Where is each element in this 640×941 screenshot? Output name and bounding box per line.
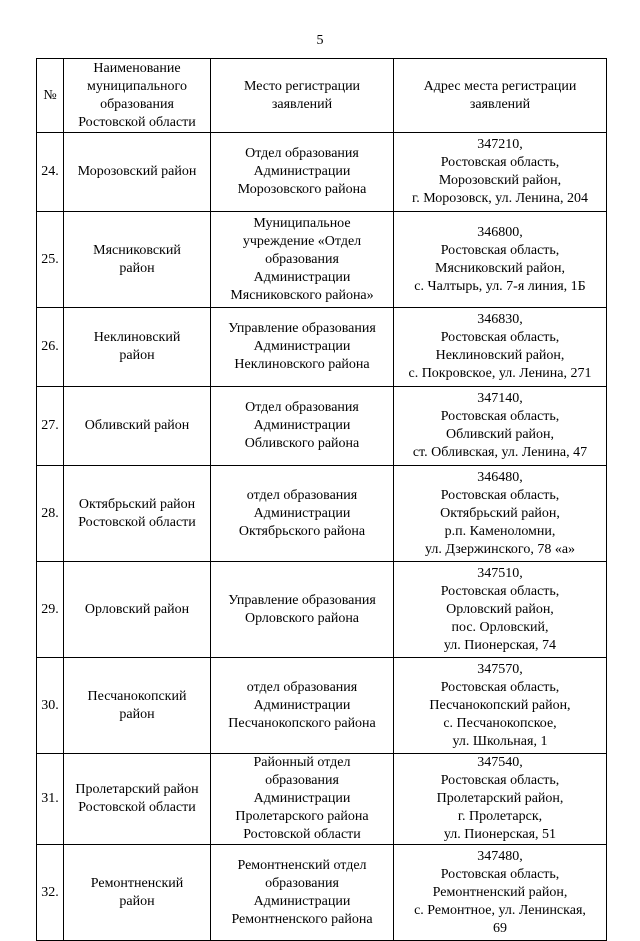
- cell-text-line: Морозовский район: [77, 164, 197, 179]
- cell-text-line: с. Покровское, ул. Ленина, 271: [408, 366, 592, 381]
- municipality-cell: [64, 562, 211, 658]
- cell-text-line: 347570,: [477, 661, 523, 677]
- cell-text-line: учреждение «Отдел: [242, 233, 362, 249]
- cell-text-line: Ростовская область,: [440, 773, 560, 788]
- cell-text-line: с. Чалтырь, ул. 7-я линия, 1Б: [414, 278, 586, 294]
- cell-text-line: Октябрьский район: [78, 496, 196, 512]
- cell-text-line: район: [119, 260, 155, 276]
- cell-text-line: Ремонтненский: [90, 875, 184, 891]
- cell-text-line: ул. Пионерская, 51: [443, 827, 557, 842]
- registration-address-cell: [394, 212, 607, 308]
- table-body: [37, 133, 607, 941]
- cell-text-line: Ремонтненского района: [231, 911, 373, 927]
- registration-address-cell: [394, 133, 607, 212]
- row-number: 27.: [37, 387, 64, 466]
- municipality-cell: [64, 466, 211, 562]
- cell-text-line: Морозовский район,: [438, 173, 562, 188]
- cell-text-line: Орловский район: [84, 601, 190, 617]
- table-row: [37, 562, 607, 658]
- cell-text-line: Ростовской области: [78, 114, 196, 130]
- registration-table: [36, 58, 607, 941]
- cell-text-line: Ростовская область,: [440, 679, 560, 695]
- cell-text-line: Ростовская область,: [440, 409, 560, 424]
- cell-text-line: Обливский район,: [445, 427, 555, 442]
- registration-address-cell: [394, 387, 607, 466]
- cell-text-line: Отдел образования: [245, 146, 359, 161]
- registration-place-cell: [211, 308, 394, 387]
- cell-text-line: образования: [265, 875, 339, 891]
- registration-address-cell: [394, 845, 607, 941]
- cell-text-line: г. Морозовск, ул. Ленина, 204: [412, 191, 588, 206]
- cell-text-line: Ремонтненский район,: [432, 884, 568, 900]
- cell-text-line: Ремонтненский отдел: [237, 857, 367, 873]
- cell-text-line: Обливский район: [84, 418, 190, 433]
- cell-text-line: Песчанокопский район,: [429, 697, 571, 713]
- header-registration-place: [211, 59, 394, 133]
- cell-text-line: отдел образования: [246, 679, 358, 695]
- cell-text-line: с. Ремонтное, ул. Ленинская,: [414, 902, 586, 918]
- municipality-cell: [64, 754, 211, 845]
- table-row: [37, 212, 607, 308]
- cell-text-line: 346800,: [477, 224, 523, 240]
- cell-text-line: 347140,: [477, 391, 523, 406]
- cell-text-line: Администрации: [253, 791, 351, 806]
- cell-text-line: Администрации: [253, 269, 351, 285]
- cell-text-line: район: [119, 893, 155, 909]
- cell-text-line: Управление образования: [228, 592, 376, 608]
- registration-place-cell: [211, 754, 394, 845]
- table-row: [37, 845, 607, 941]
- cell-text-line: 347210,: [477, 137, 523, 152]
- row-number: 28.: [37, 466, 64, 562]
- cell-text-line: образования: [265, 773, 339, 788]
- registration-place-cell: [211, 562, 394, 658]
- cell-text-line: Администрации: [253, 418, 351, 433]
- cell-text-line: г. Пролетарск,: [457, 809, 543, 824]
- cell-text-line: ул. Школьная, 1: [452, 733, 548, 749]
- cell-text-line: Отдел образования: [245, 400, 359, 415]
- municipality-cell: [64, 658, 211, 754]
- header-number: №: [37, 59, 64, 133]
- cell-text-line: район: [119, 706, 155, 722]
- row-number: 32.: [37, 845, 64, 941]
- table-row: [37, 658, 607, 754]
- municipality-cell: [64, 133, 211, 212]
- cell-text-line: 346830,: [477, 312, 523, 327]
- cell-text-line: Орловский район,: [446, 601, 554, 617]
- registration-address-cell: [394, 754, 607, 845]
- cell-text-line: 347510,: [477, 565, 523, 581]
- row-number: 24.: [37, 133, 64, 212]
- table-row: [37, 133, 607, 212]
- registration-place-cell: [211, 658, 394, 754]
- cell-text-line: ул. Дзержинского, 78 «а»: [424, 541, 576, 557]
- registration-place-cell: [211, 845, 394, 941]
- cell-text-line: ул. Пионерская, 74: [443, 637, 557, 653]
- cell-text-line: Октябрьского района: [238, 523, 366, 539]
- cell-text-line: Ростовской области: [78, 800, 196, 815]
- header-registration-address: [394, 59, 607, 133]
- municipality-cell: [64, 845, 211, 941]
- table-row: [37, 754, 607, 845]
- cell-text-line: Управление образования: [228, 321, 376, 336]
- registration-place-cell: [211, 212, 394, 308]
- cell-text-line: Неклиновский район,: [435, 348, 565, 363]
- cell-text-line: Администрации: [253, 893, 351, 909]
- cell-text-line: 69: [493, 920, 507, 936]
- cell-text-line: Пролетарского района: [235, 809, 369, 824]
- cell-text-line: Мясниковского района»: [230, 287, 374, 303]
- registration-address-cell: [394, 562, 607, 658]
- cell-text-line: Обливского района: [244, 436, 360, 451]
- cell-text-line: Ростовская область,: [440, 242, 560, 258]
- cell-text-line: Орловского района: [244, 610, 360, 626]
- cell-text-line: Ростовская область,: [440, 330, 560, 345]
- row-number: 25.: [37, 212, 64, 308]
- cell-text-line: Ростовская область,: [440, 487, 560, 503]
- header-municipality: [64, 59, 211, 133]
- table-row: [37, 308, 607, 387]
- municipality-cell: [64, 308, 211, 387]
- page-number: 5: [316, 33, 324, 48]
- cell-text-line: Пролетарский район,: [436, 791, 564, 806]
- cell-text-line: Администрации: [253, 505, 351, 521]
- registration-place-cell: [211, 466, 394, 562]
- row-number: 30.: [37, 658, 64, 754]
- cell-text-line: Морозовского района: [237, 182, 367, 197]
- cell-text-line: Мясниковский район,: [435, 260, 565, 276]
- registration-address-cell: [394, 466, 607, 562]
- cell-text-line: Неклиновский: [93, 330, 181, 345]
- cell-text-line: 347480,: [477, 848, 523, 864]
- cell-text-line: Октябрьский район,: [440, 505, 560, 521]
- municipality-cell: [64, 387, 211, 466]
- cell-text-line: Администрации: [253, 164, 351, 179]
- cell-text-line: Ростовской области: [243, 827, 361, 842]
- cell-text-line: отдел образования: [246, 487, 358, 503]
- cell-text-line: 347540,: [477, 755, 523, 770]
- table-header-row: [37, 59, 607, 133]
- cell-text-line: Ростовская область,: [440, 866, 560, 882]
- cell-text-line: Администрации: [253, 697, 351, 713]
- row-number: 31.: [37, 754, 64, 845]
- table-row: [37, 387, 607, 466]
- cell-text-line: Неклиновского района: [234, 357, 370, 372]
- cell-text-line: р.п. Каменоломни,: [444, 523, 556, 539]
- cell-text-line: образования: [100, 96, 174, 112]
- registration-place-cell: [211, 133, 394, 212]
- cell-text-line: образования: [265, 251, 339, 267]
- cell-text-line: Наименование: [93, 60, 181, 76]
- cell-text-line: 346480,: [477, 469, 523, 485]
- cell-text-line: заявлений: [271, 96, 333, 112]
- cell-text-line: Ростовская область,: [440, 155, 560, 170]
- cell-text-line: Адрес места регистрации: [423, 78, 577, 94]
- cell-text-line: с. Песчанокопское,: [443, 715, 557, 731]
- registration-address-cell: [394, 308, 607, 387]
- cell-text-line: заявлений: [469, 96, 531, 112]
- cell-text-line: Песчанокопский: [87, 688, 187, 704]
- cell-text-line: Районный отдел: [253, 755, 351, 770]
- cell-text-line: Мясниковский: [93, 242, 181, 258]
- row-number: 29.: [37, 562, 64, 658]
- table-row: [37, 466, 607, 562]
- registration-address-cell: [394, 658, 607, 754]
- cell-text-line: Администрации: [253, 339, 351, 354]
- row-number: 26.: [37, 308, 64, 387]
- cell-text-line: Песчанокопского района: [228, 715, 376, 731]
- cell-text-line: Пролетарский район: [75, 782, 199, 797]
- cell-text-line: Ростовская область,: [440, 583, 560, 599]
- municipality-cell: [64, 212, 211, 308]
- cell-text-line: Место регистрации: [243, 78, 361, 94]
- cell-text-line: район: [119, 348, 155, 363]
- cell-text-line: Ростовской области: [78, 514, 196, 530]
- cell-text-line: пос. Орловский,: [451, 619, 549, 635]
- cell-text-line: Муниципальное: [253, 215, 351, 231]
- cell-text-line: муниципального: [87, 78, 187, 94]
- registration-place-cell: [211, 387, 394, 466]
- cell-text-line: ст. Обливская, ул. Ленина, 47: [412, 445, 588, 460]
